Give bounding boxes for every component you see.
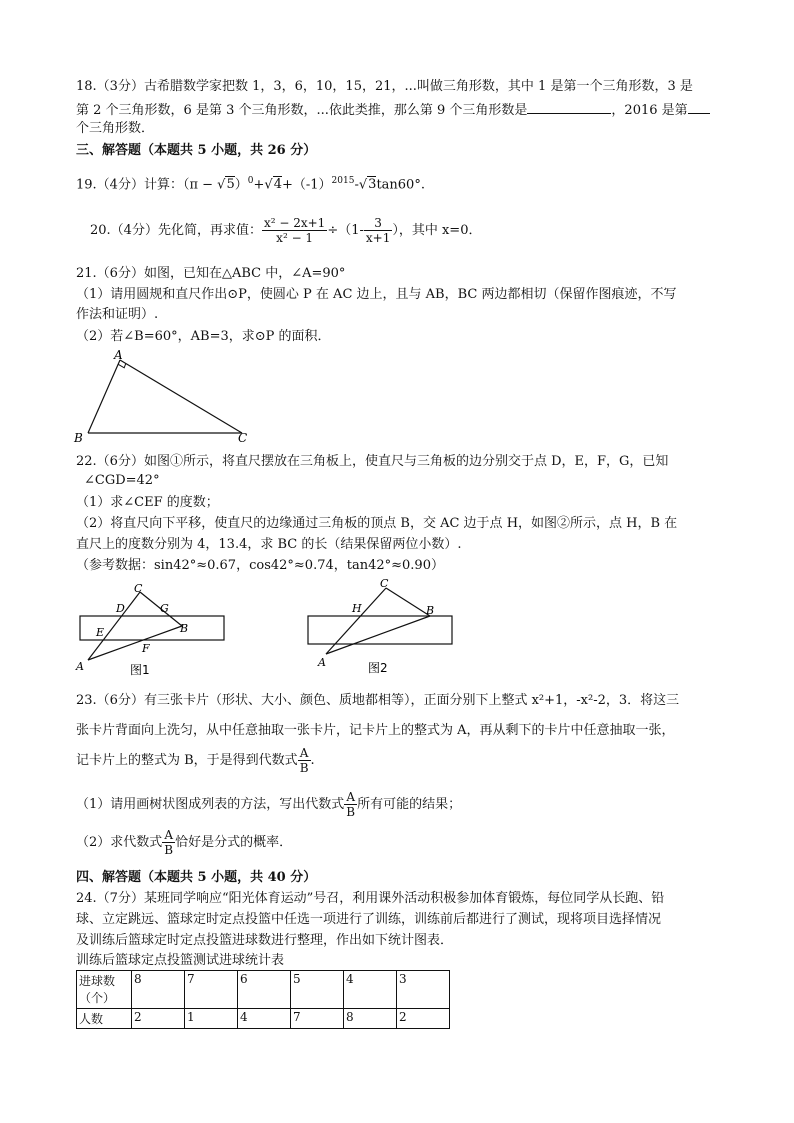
q19-sqrt3: 3 [368,177,377,193]
q21-label-A: A [114,348,123,362]
q20-denominator-2: x+1 [365,231,391,245]
table-cell: 4 [344,971,397,1009]
q19-sqrt4: 4 [273,177,282,193]
q22-figure-1 [70,582,240,680]
q24-line2: 球、立定跳远、篮球定时定点投篮中任选一项进行了训练，训练前后都进行了测试，现将项目选择情况 [76,912,662,927]
section4-heading: 四、解答题（本题共 5 小题，共 40 分） [76,870,317,885]
q19-prefix: 19.（4分）计算：（ [76,177,190,193]
q18-line2 [76,99,710,120]
q24-line1: 24.（7分）某班同学响应“阳光体育运动”号召，利用课外活动积极参加体育锻炼，每位同学从长跑、铅 [76,891,665,906]
q19-minus: − [198,177,218,193]
q20-fraction-2 [364,216,392,245]
table-cell: 3 [397,971,450,1009]
q19-close: ） [234,177,248,193]
fig2-label-A: A [318,656,326,669]
fig1-label-B: B [180,622,189,635]
section3-heading: 三、解答题（本题共 5 小题，共 26 分） [76,143,317,158]
q19-plus1: + [253,177,265,193]
table-cell: 7 [291,1009,344,1029]
q23-line5 [76,826,292,860]
q23-line2: 张卡片背面向上洗匀，从中任意抽取一张卡片，记卡片上的整式为 A，再从剩下的卡片中任意抽取一张， [76,723,675,738]
q23-frac3-A: A [162,828,175,843]
fig1-label-D: D [116,602,125,615]
q21-line3: 作法和证明）. [76,307,159,322]
q18-line3: 个三角形数． [76,121,155,136]
table-cell: 8 [344,1009,397,1029]
q18-blank-2 [688,99,710,114]
q22-line3: （1）求∠CEF 的度数； [76,495,219,510]
q18-line2-text: 第 2 个三角形数，6 是第 3 个三角形数，...依此类推，那么第 9 个三角形数是 [76,103,528,118]
fig2-label-H: H [352,602,362,615]
q23-line4 [76,788,461,822]
q23-frac-A: A [298,746,311,761]
q23-line3: 记卡片上的整式为 B，于是得到代数式 $\frac{A}{B}$ . [76,746,315,775]
q21-line1: 21.（6分）如图，已知在△ABC 中，∠A=90° [76,266,346,281]
table-cell-head: 人数 [77,1009,132,1029]
q19-plus2: +（-1） [281,177,332,193]
q23-line4-tail: 所有可能的结果； [357,797,462,812]
q19-tail: tan60°. [376,177,425,193]
q23-line4-text: （1）请用画树状图成列表的方法，写出代数式 [76,797,345,812]
q23-line5-tail: 恰好是分式的概率． [175,835,293,850]
q24-table-title: 训练后篮球定点投篮测试进球统计表 [76,953,285,968]
table-cell-head: 进球数（个） [77,971,132,1009]
table-row [77,1009,450,1029]
q24-line3: 及训练后篮球定时定点投篮进球数进行整理，作出如下统计图表． [76,933,454,948]
table-cell: 1 [185,1009,238,1029]
q20-prefix: 20.（4分）先化简，再求值： [90,223,262,238]
fig2-caption: 图2 [368,661,388,675]
q23-frac2-A: A [344,790,357,805]
fig1-label-A: A [76,660,84,673]
q23-fraction-AB-3 [162,828,175,857]
q23-line1: 23.（6分）有三张卡片（形状、大小、颜色、质地都相等），正面分别下上整式 x²+1，-x²-2，3．将这三 [76,693,680,708]
q19-exp2015: 2015 [331,176,355,186]
table-cell: 2 [397,1009,450,1029]
q19-pi: π [189,177,198,193]
q23-line3-text: 记卡片上的整式为 B，于是得到代数式 [76,753,298,768]
q22-line5: 直尺上的度数分别为 4，13.4，求 BC 的长（结果保留两位小数）. [76,537,462,552]
q23-frac3-B: B [164,843,174,857]
q20-denominator: x² − 1 [276,231,314,245]
q23-frac-B: B [299,761,309,775]
table-cell: 8 [132,971,185,1009]
table-cell: 4 [238,1009,291,1029]
q18-blank-1 [527,99,611,114]
q22-line1: 22.（6分）如图①所示，将直尺摆放在三角板上，使直尺与三角板的边分别交于点 D，E，F，G，已知 [76,454,669,469]
q20-numerator: x² − 2x+1 [263,216,326,230]
fig1-label-E: E [96,626,105,639]
fig1-label-C: C [134,582,143,595]
table-cell: 5 [291,971,344,1009]
q21-label-C: C [238,431,248,444]
q18-line1: 18.（3分）古希腊数学家把数 1，3，6，10，15，21，...叫做三角形数，其中 1 是第一个三角形数，3 是 [76,79,693,94]
q23-fraction-AB-2 [344,790,357,819]
q19-exp0: 0 [247,176,254,186]
fig1-label-F: F [142,642,150,655]
table-cell: 6 [238,971,291,1009]
q23-fraction-AB [298,746,311,775]
q20-tail: ），其中 x=0． [392,223,482,238]
q22-figure-2 [296,574,466,678]
q19-sqrt5: 5 [226,177,235,193]
fig2-label-C: C [380,577,389,590]
q18-line2-tail: ，2016 是第 [611,103,688,118]
q21-line2: （1）请用圆规和直尺作出⊙P，使圆心 P 在 AC 边上，且与 AB，BC 两边都相切（保留作图痕迹，不写 [76,287,677,302]
q21-triangle-figure [70,348,260,444]
q21-label-B: B [74,431,83,444]
q22-line4: （2）将直尺向下平移，使直尺的边缘通过三角板的顶点 B，交 AC 边于点 H，如图②所示，点 H，B 在 [76,516,678,531]
q20-fraction-1 [262,216,327,245]
fig2-label-B: B [426,604,435,617]
table-cell: 2 [132,1009,185,1029]
q22-line2: ∠CGD=42° [84,473,160,488]
fig1-label-G: G [160,602,169,615]
q24-stats-table [76,970,450,1029]
q20-div: ÷（1- [327,223,364,238]
fig1-caption: 图1 [130,663,150,677]
q22-line6: （参考数据：sin42°≈0.67，cos42°≈0.74，tan42°≈0.90） [76,558,444,573]
q19-minus2: - [354,177,359,193]
q19-line: 19.（4分）计算：$(\pi - √5)^0+√4+(-1)^{2015}-√3\tan 60^\circ$. [76,176,425,193]
table-cell: 7 [185,971,238,1009]
q20-numerator-2: 3 [364,216,392,231]
table-row [77,971,450,1009]
q23-line5-text: （2）求代数式 [76,835,163,850]
q20-line [90,214,481,248]
q23-frac2-B: B [346,805,356,819]
q21-line4: （2）若∠B=60°，AB=3，求⊙P 的面积． [76,329,331,344]
